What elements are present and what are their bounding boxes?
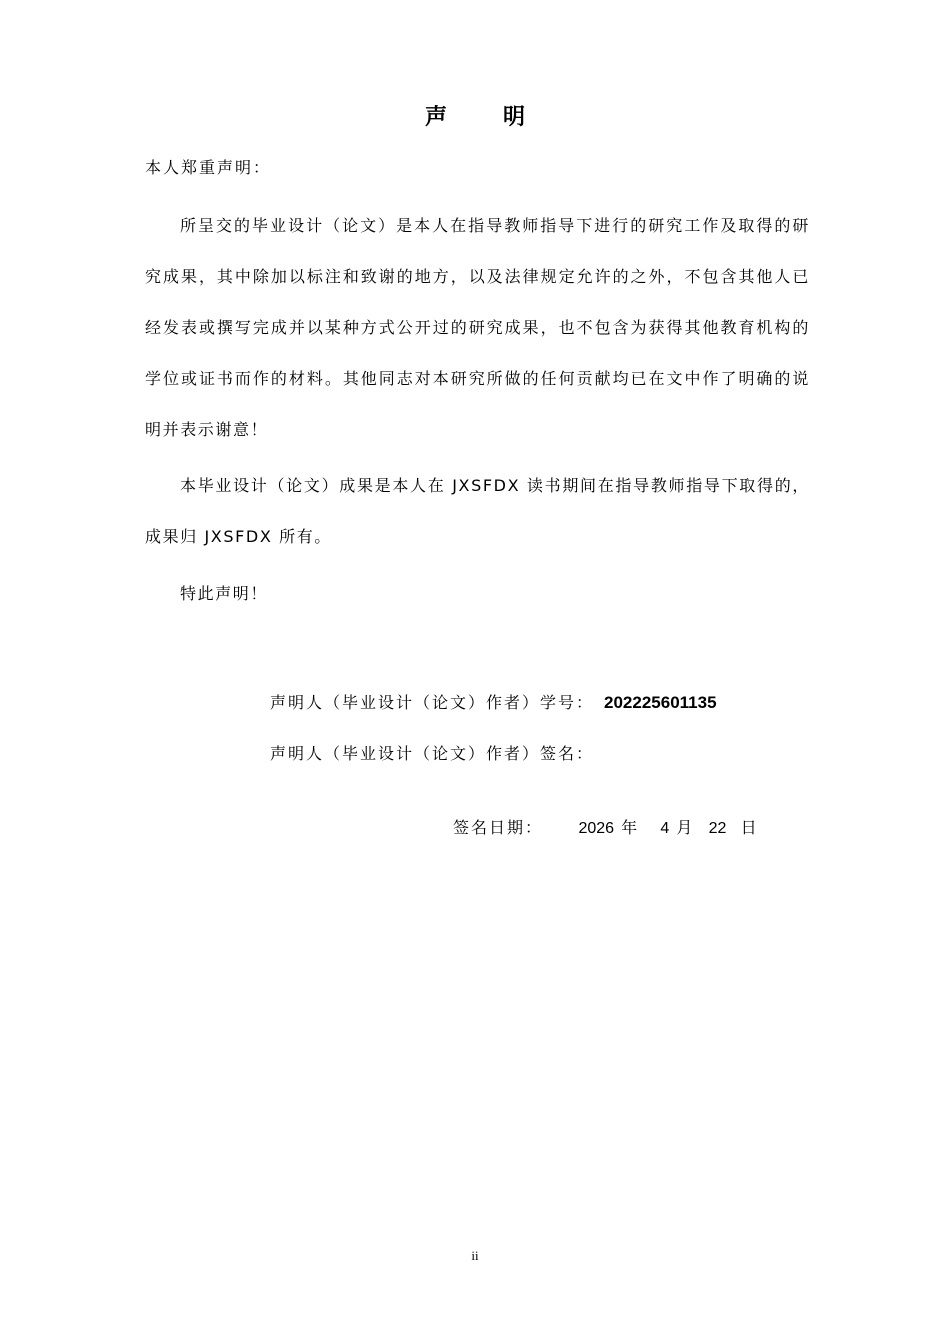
- date-month-unit: 月: [676, 818, 695, 837]
- date-year: 2026: [578, 820, 615, 837]
- signature-date-line: [453, 815, 759, 838]
- page-number: ii: [471, 1248, 479, 1263]
- declaration-paragraph-3: 特此声明！: [180, 584, 269, 603]
- page-title: 声明: [424, 105, 581, 130]
- date-label: 签名日期：: [453, 818, 544, 837]
- student-number-line: [270, 690, 717, 713]
- signature-label: 声明人（毕业设计（论文）作者）签名：: [270, 744, 595, 763]
- student-number-label: 声明人（毕业设计（论文）作者）学号：: [270, 693, 595, 712]
- date-day-unit: 日: [740, 818, 759, 837]
- date-day: 22: [708, 820, 727, 837]
- student-number-value: 202225601135: [604, 693, 717, 712]
- declaration-paragraph-1: 所呈交的毕业设计（论文）是本人在指导教师指导下进行的研究工作及取得的研究成果，其中除加以标注和致谢的地方，以及法律规定允许的之外，不包含其他人已经发表或撰写完成并以某种方式公开过的研究成果，也不包含为获得其他教育机构的学位或证书而作的材料。其他同志对本研究所做的任何贡献均已在文中作了明确的说明并表示谢意！: [145, 216, 810, 439]
- date-month: 4: [660, 820, 670, 837]
- intro-line: 本人郑重声明：: [145, 158, 272, 177]
- signature-line: [270, 741, 594, 764]
- declaration-paragraph-2: 本毕业设计（论文）成果是本人在 JXSFDX 读书期间在指导教师指导下取得的，成果归 JXSFDX 所有。: [145, 476, 810, 546]
- date-year-unit: 年: [621, 818, 640, 837]
